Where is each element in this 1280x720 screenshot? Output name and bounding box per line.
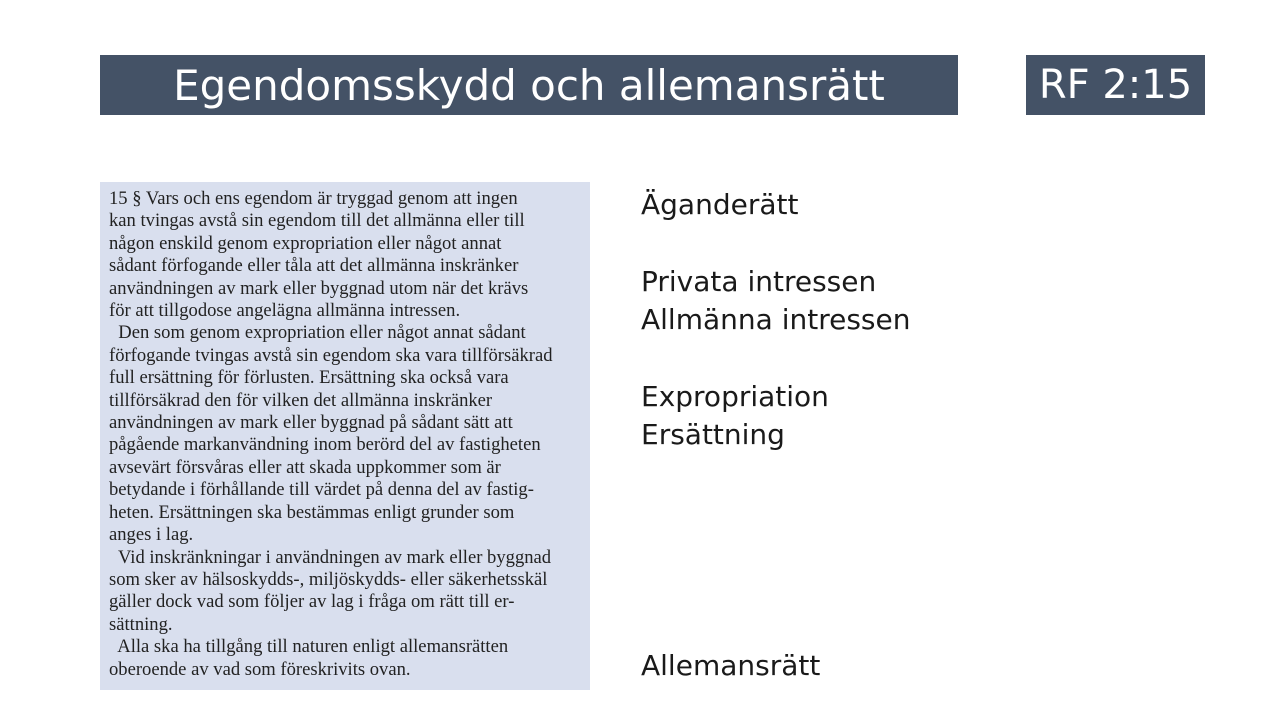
law-text-line: som sker av hälsoskydds-, miljöskydds- eller säkerhetsskäl <box>109 568 548 590</box>
law-text-line: kan tvingas avstå sin egendom till det allmänna eller till <box>109 210 525 232</box>
law-text-line: för att tillgodose angelägna allmänna intressen. <box>109 300 461 322</box>
law-text-line: användningen av mark eller byggnad på sådant sätt att <box>109 412 513 434</box>
keyword-list <box>641 0 1241 720</box>
law-text-line: användningen av mark eller byggnad utom när det krävs <box>109 277 529 299</box>
keyword-allemansratt: Allemansrätt <box>641 649 821 682</box>
law-text-line: tillförsäkrad den för vilken det allmänna inskränker <box>109 389 493 411</box>
law-text-line: heten. Ersättningen ska bestämmas enligt grunder som <box>109 501 515 523</box>
law-text-line: Vid inskränkningar i användningen av mark eller byggnad <box>109 546 552 568</box>
law-text-line: oberoende av vad som föreskrivits ovan. <box>109 658 411 680</box>
law-text-line: 15 § Vars och ens egendom är tryggad genom att ingen <box>109 188 518 209</box>
keyword-expropriation: Expropriation <box>641 380 829 413</box>
law-text-line: sättning. <box>109 613 173 635</box>
law-text-line: avsevärt försvåras eller att skada uppkommer som är <box>109 456 501 478</box>
slide-title-text: Egendomsskydd och allemansrätt <box>173 60 885 110</box>
law-text-box <box>100 182 590 690</box>
law-text-line: Den som genom expropriation eller något annat sådant <box>109 322 526 344</box>
law-text-line: full ersättning för förlusten. Ersättning ska också vara <box>109 367 509 389</box>
law-text-line: Alla ska ha tillgång till naturen enligt allemansrätten <box>109 636 509 658</box>
keyword-aganderatt: Äganderätt <box>641 188 799 221</box>
keyword-ersattning: Ersättning <box>641 418 785 451</box>
law-text-line: pågående markanvändning inom berörd del av fastigheten <box>109 434 541 456</box>
keyword-allmanna-intressen: Allmänna intressen <box>641 303 911 336</box>
keyword-privata-intressen: Privata intressen <box>641 265 877 298</box>
law-text-line: sådant förfogande eller tåla att det allmänna inskränker <box>109 255 519 277</box>
law-text-line: betydande i förhållande till värdet på denna del av fastig- <box>109 479 534 501</box>
law-text-line: gäller dock vad som följer av lag i fråga om rätt till er- <box>109 591 515 613</box>
law-text-line: någon enskild genom expropriation eller något annat <box>109 232 502 254</box>
law-text-line: förfogande tvingas avstå sin egendom ska vara tillförsäkrad <box>109 344 553 366</box>
law-reference-text: RF 2:15 <box>1038 62 1193 108</box>
law-text-line: anges i lag. <box>109 524 194 546</box>
